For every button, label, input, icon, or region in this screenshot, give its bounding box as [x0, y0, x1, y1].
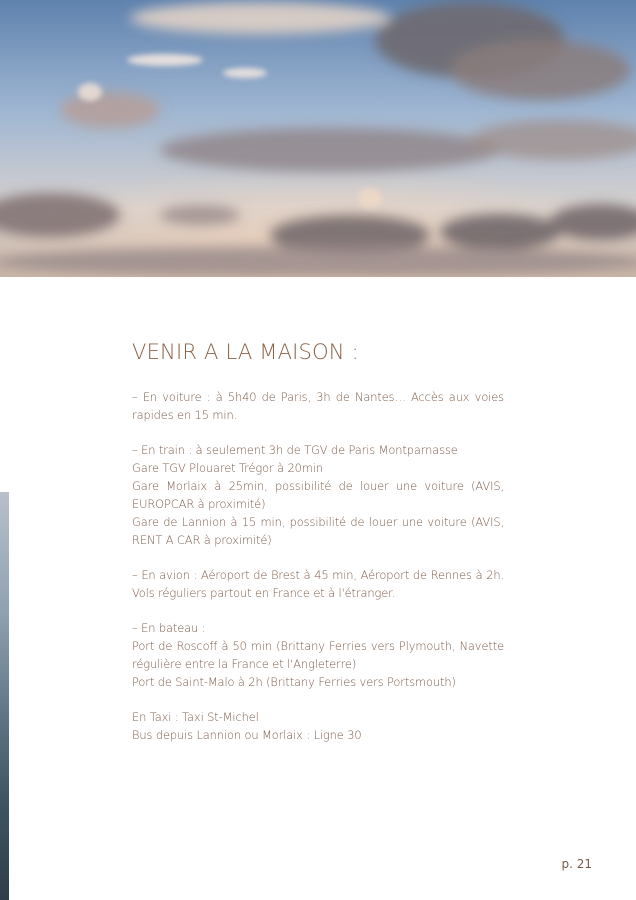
boat-section	[132, 619, 504, 691]
taxi-bus-section	[132, 708, 504, 744]
page-title: VENIR A LA MAISON :	[132, 340, 359, 364]
sky-illustration	[0, 0, 636, 277]
boat-saint-malo-line: Port de Saint-Malo à 2h (Brittany Ferries vers Portsmouth)	[132, 675, 456, 689]
page-number: p. 21	[561, 857, 592, 871]
train-section	[132, 441, 504, 549]
main-content	[132, 338, 504, 761]
train-lannion-line: Gare de Lannion à 15 min, possibilité de louer une voiture (AVIS, RENT A CAR à proximité)	[132, 515, 504, 547]
train-plouaret-line: Gare TGV Plouaret Trégor à 20min	[132, 461, 324, 475]
car-line: – En voiture : à 5h40 de Paris, 3h de Nantes… Accès aux voies rapides en 15 min.	[132, 390, 504, 422]
bus-line: Bus depuis Lannion ou Morlaix : Ligne 30	[132, 728, 362, 742]
car-section	[132, 388, 504, 424]
sky-photo	[0, 0, 636, 277]
train-morlaix-line: Gare Morlaix à 25min, possibilité de louer une voiture (AVIS, EUROPCAR à proximité)	[132, 479, 504, 511]
train-intro-line: – En train : à seulement 3h de TGV de Paris Montparnasse	[132, 443, 458, 457]
plane-section	[132, 566, 504, 602]
boat-roscoff-line: Port de Roscoff à 50 min (Brittany Ferries vers Plymouth, Navette régulière entre la France et l'Angleterre)	[132, 639, 504, 671]
boat-intro-line: – En bateau :	[132, 621, 206, 635]
plane-line: – En avion : Aéroport de Brest à 45 min, Aéroport de Rennes à 2h. Vols réguliers partout en France et à l'étranger.	[132, 568, 504, 600]
taxi-line: En Taxi : Taxi St-Michel	[132, 710, 259, 724]
side-photo-strip	[0, 492, 9, 900]
